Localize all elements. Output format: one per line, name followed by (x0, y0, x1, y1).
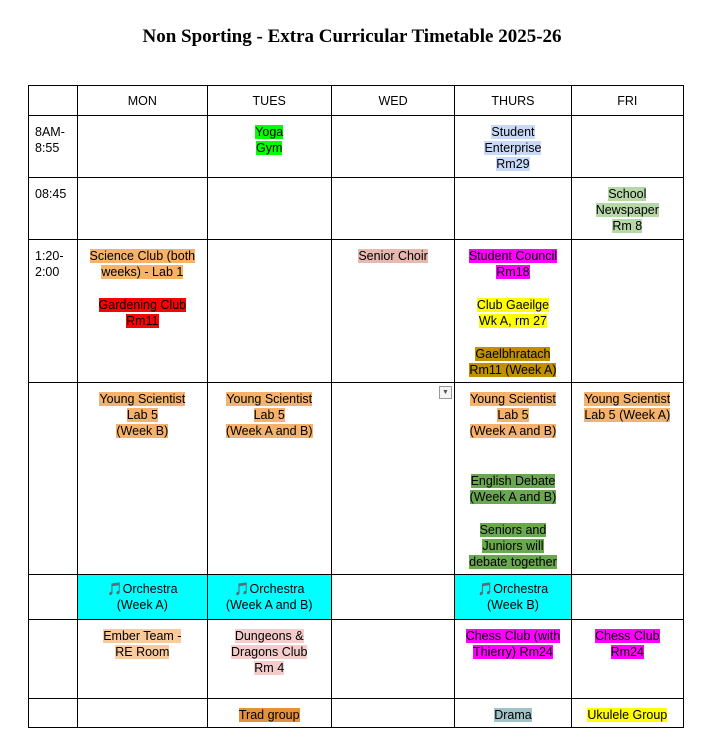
activity-line: Young Scientist (99, 392, 186, 406)
activity-line: Trad group (238, 708, 300, 722)
activity-entry (208, 707, 331, 723)
time-label: 08:45 (35, 187, 67, 201)
activity-entry (455, 628, 570, 660)
time-slot (29, 699, 78, 728)
activity-line: weeks) - Lab 1 (101, 265, 184, 279)
cell-mon[interactable] (78, 178, 207, 240)
activity-line: (Week A) (116, 598, 168, 612)
activity-line: Yoga (255, 125, 284, 139)
activity-line: Lab 5 (126, 408, 158, 422)
activity-line: Student (491, 125, 535, 139)
cell-thurs[interactable] (455, 383, 571, 575)
activity-line: Club Gaeilge (476, 298, 550, 312)
time-label: 2:00 (35, 265, 60, 279)
cell-tues[interactable] (207, 575, 331, 620)
activity-line: Rm 4 (254, 661, 285, 675)
header-wed: WED (331, 86, 454, 116)
cell-fri[interactable] (571, 240, 683, 383)
activity-line: Young Scientist (470, 392, 556, 406)
activity-line: Juniors will (482, 539, 544, 553)
activity-entry (455, 346, 570, 378)
header-row (29, 86, 684, 116)
activity-line: Lab 5 (Week A) (584, 408, 671, 422)
activity-entry (208, 628, 331, 676)
cell-mon[interactable] (78, 620, 207, 699)
activity-entry (208, 124, 331, 156)
cell-tues[interactable] (207, 178, 331, 240)
activity-line: Rm11 (Week A) (469, 363, 557, 377)
activity-line: (Week A and B) (225, 424, 313, 438)
activity-entry (455, 522, 570, 570)
cell-wed[interactable] (331, 575, 454, 620)
header-fri: FRI (571, 86, 683, 116)
activity-line: Seniors and (479, 523, 547, 537)
activity-line: RE Room (115, 645, 170, 659)
activity-line: (Week A and B) (469, 424, 557, 438)
activity-line: Young Scientist (584, 392, 671, 406)
activity-entry (208, 391, 331, 439)
cell-wed[interactable] (331, 620, 454, 699)
activity-line: (Week A and B) (225, 598, 313, 612)
activity-line: Rm24 (610, 645, 644, 659)
activity-entry (78, 391, 206, 439)
activity-line: 🎵Orchestra (233, 582, 305, 596)
timetable-row (29, 699, 684, 728)
activity-line: (Week B) (487, 598, 539, 612)
activity-entry (78, 297, 206, 329)
activity-line: Rm11 (126, 314, 159, 328)
activity-entry (572, 707, 683, 723)
cell-fri[interactable] (571, 383, 683, 575)
activity-line: Gym (256, 141, 283, 155)
header-corner (29, 86, 78, 116)
activity-line: (Week B) (116, 424, 169, 438)
activity-line: (Week A and B) (469, 490, 557, 504)
activity-line: Lab 5 (253, 408, 285, 422)
time-label: 8:55 (35, 141, 60, 155)
cell-mon[interactable] (78, 240, 207, 383)
cell-tues[interactable] (207, 383, 331, 575)
activity-entry (455, 707, 570, 723)
cell-thurs[interactable] (455, 575, 571, 620)
time-slot (29, 116, 78, 178)
activity-line: Gaelbhratach (475, 347, 551, 361)
activity-line: Ember Team - (103, 629, 182, 643)
activity-line: Newspaper (595, 203, 659, 217)
activity-line: Rm 8 (612, 219, 643, 233)
cell-wed[interactable] (331, 699, 454, 728)
activity-entry (455, 297, 570, 329)
activity-entry (455, 124, 570, 172)
activity-entry (455, 581, 570, 613)
activity-entry (78, 581, 206, 613)
activity-entry (572, 186, 683, 234)
cell-thurs[interactable] (455, 116, 571, 178)
activity-entry (455, 473, 570, 505)
timetable-row (29, 178, 684, 240)
cell-tues[interactable] (207, 240, 331, 383)
activity-line: Science Club (both (89, 249, 196, 263)
activity-line: Young Scientist (226, 392, 313, 406)
dropdown-arrow-icon[interactable]: ▼ (439, 386, 452, 399)
activity-line: Chess Club (595, 629, 660, 643)
cell-wed[interactable] (331, 116, 454, 178)
header-thurs: THURS (455, 86, 571, 116)
time-slot (29, 383, 78, 575)
cell-fri[interactable] (571, 178, 683, 240)
activity-line: School (608, 187, 647, 201)
cell-wed[interactable] (331, 178, 454, 240)
cell-wed[interactable] (331, 383, 454, 575)
activity-line: Rm29 (496, 157, 530, 171)
cell-thurs[interactable] (455, 240, 571, 383)
activity-line: English Debate (470, 474, 556, 488)
header-mon: MON (78, 86, 207, 116)
activity-line: Enterprise (484, 141, 542, 155)
activity-entry (572, 391, 683, 423)
activity-entry (208, 581, 331, 613)
activity-line: Ukulele Group (587, 708, 668, 722)
cell-mon[interactable] (78, 383, 207, 575)
time-label: 8AM- (35, 125, 65, 139)
timetable-row (29, 240, 684, 383)
timetable-row (29, 620, 684, 699)
activity-entry (332, 248, 454, 264)
activity-entry (78, 628, 206, 660)
cell-tues[interactable] (207, 699, 331, 728)
activity-line: Drama (494, 708, 532, 722)
header-tues: TUES (207, 86, 331, 116)
activity-line: 🎵Orchestra (477, 582, 549, 596)
cell-mon[interactable] (78, 116, 207, 178)
activity-line: Chess Club (with (465, 629, 561, 643)
activity-line: Senior Choir (358, 249, 428, 263)
cell-fri[interactable] (571, 575, 683, 620)
time-slot (29, 240, 78, 383)
cell-mon[interactable] (78, 699, 207, 728)
cell-tues[interactable] (207, 620, 331, 699)
cell-thurs[interactable] (455, 699, 571, 728)
timetable-row (29, 383, 684, 575)
page-title: Non Sporting - Extra Curricular Timetable 2025-26 (142, 26, 562, 47)
activity-line: 🎵Orchestra (107, 582, 178, 596)
activity-entry (455, 391, 570, 439)
cell-wed[interactable] (331, 240, 454, 383)
time-slot (29, 178, 78, 240)
cell-mon[interactable] (78, 575, 207, 620)
timetable (28, 85, 684, 728)
cell-fri[interactable] (571, 699, 683, 728)
activity-line: Gardening Club (98, 298, 187, 312)
activity-line: Student Council (468, 249, 558, 263)
activity-entry (572, 628, 683, 660)
activity-line: Dungeons & (234, 629, 304, 643)
cell-thurs[interactable] (455, 620, 571, 699)
activity-entry (78, 248, 206, 280)
cell-thurs[interactable] (455, 178, 571, 240)
cell-fri[interactable] (571, 116, 683, 178)
activity-line: Dragons Club (231, 645, 308, 659)
time-label: 1:20- (35, 249, 64, 263)
timetable-row (29, 575, 684, 620)
time-slot (29, 575, 78, 620)
cell-fri[interactable] (571, 620, 683, 699)
activity-line: Lab 5 (497, 408, 529, 422)
cell-tues[interactable] (207, 116, 331, 178)
activity-line: Wk A, rm 27 (478, 314, 547, 328)
activity-entry (455, 248, 570, 280)
activity-line: debate together (469, 555, 557, 569)
time-slot (29, 620, 78, 699)
timetable-row (29, 116, 684, 178)
activity-line: Thierry) Rm24 (473, 645, 553, 659)
activity-line: Rm18 (496, 265, 530, 279)
